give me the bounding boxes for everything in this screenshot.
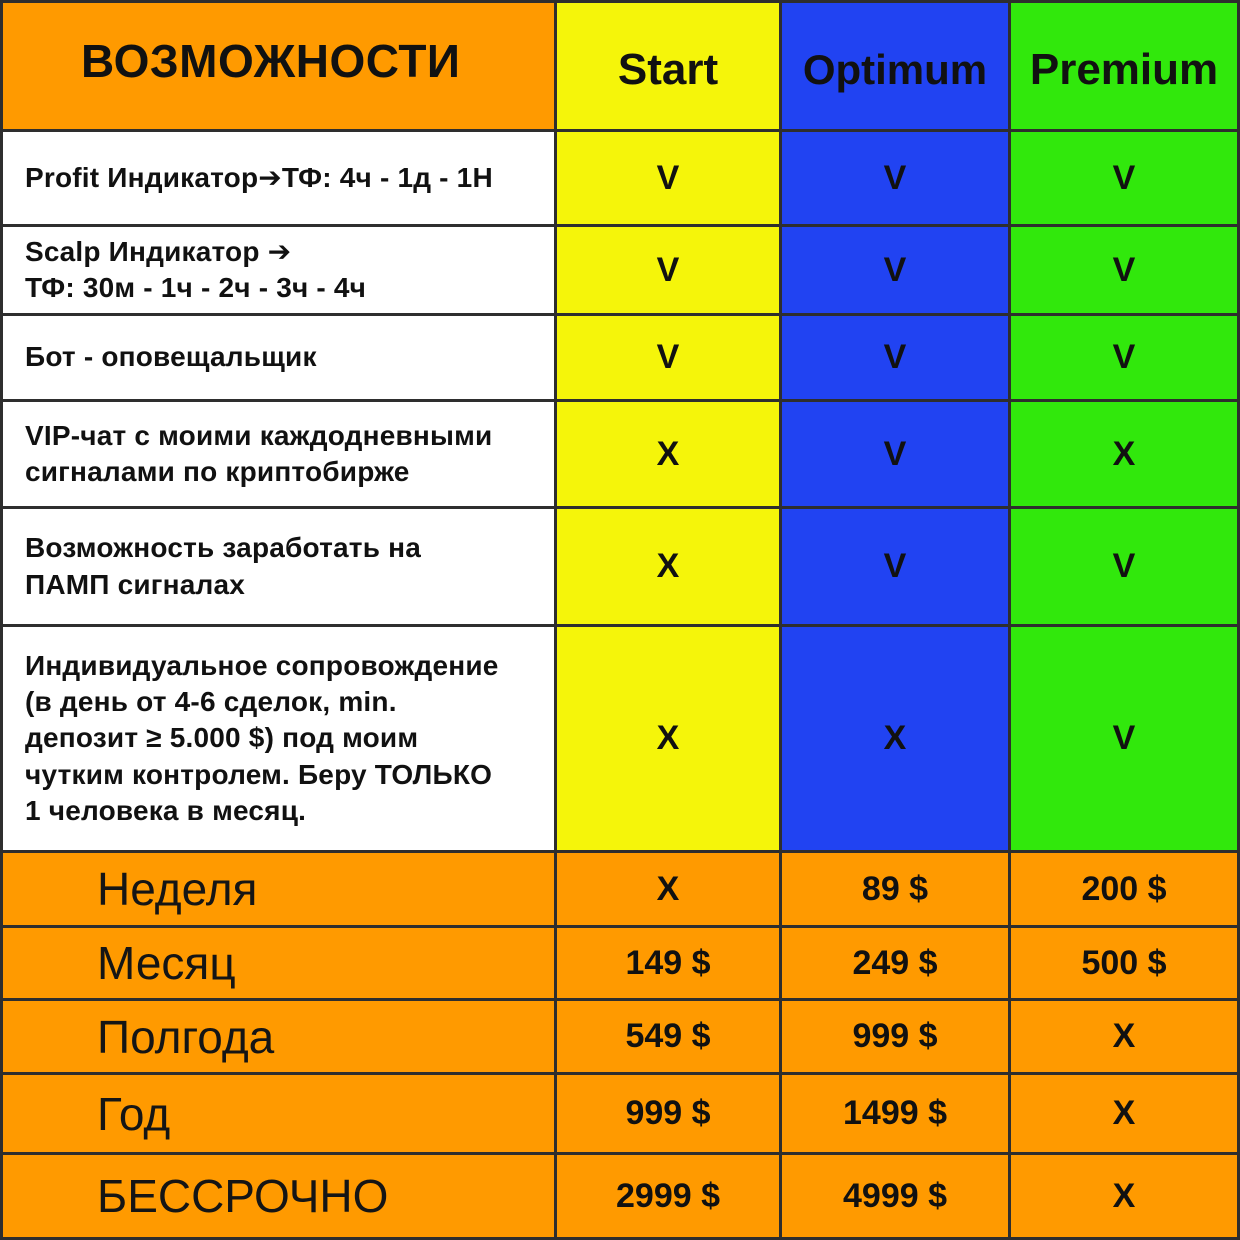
- feature-mark-premium: V: [1011, 132, 1240, 227]
- price-premium: X: [1011, 1075, 1240, 1155]
- feature-label-text: VIP-чат с моими каждодневными сигналами по криптобирже: [25, 419, 493, 487]
- price-premium: X: [1011, 1001, 1240, 1075]
- price-premium: X: [1011, 1155, 1240, 1240]
- feature-label-text: Бот - оповещальщик: [25, 341, 317, 373]
- feature-mark-premium: V: [1011, 316, 1240, 402]
- price-premium: 500 $: [1011, 928, 1240, 1001]
- price-start: 999 $: [557, 1075, 782, 1155]
- feature-label-text: Scalp Индикатор ➔ ТФ: 30м - 1ч - 2ч - 3ч - 4ч: [25, 235, 367, 303]
- feature-mark-start: X: [557, 402, 782, 509]
- feature-label-text: Индивидуальное сопровождение (в день от 4-6 сделок, min. депозит ≥ 5.000 $) под моим чутким контролем. Беру ТОЛЬКО 1 человека в месяц.: [25, 649, 499, 827]
- feature-label: [0, 227, 557, 316]
- price-optimum: 999 $: [782, 1001, 1011, 1075]
- feature-mark-premium: X: [1011, 402, 1240, 509]
- feature-label: [0, 509, 557, 627]
- feature-mark-optimum: V: [782, 402, 1011, 509]
- feature-mark-start: V: [557, 227, 782, 316]
- feature-mark-optimum: V: [782, 316, 1011, 402]
- feature-label-text: Возможность заработать на ПАМП сигналах: [25, 532, 422, 600]
- feature-label: [0, 316, 557, 402]
- period-label: БЕССРОЧНО: [0, 1155, 557, 1240]
- price-start: 149 $: [557, 928, 782, 1001]
- plan-header-premium: Premium: [1011, 0, 1240, 132]
- period-label: Полгода: [0, 1001, 557, 1075]
- period-label: Неделя: [0, 853, 557, 928]
- price-optimum: 249 $: [782, 928, 1011, 1001]
- feature-label: [0, 132, 557, 227]
- feature-label-text: Profit Индикатор➔ТФ: 4ч - 1д - 1Н: [25, 161, 493, 193]
- price-optimum: 4999 $: [782, 1155, 1011, 1240]
- feature-mark-optimum: X: [782, 627, 1011, 853]
- feature-label: [0, 402, 557, 509]
- feature-mark-start: V: [557, 316, 782, 402]
- feature-mark-start: V: [557, 132, 782, 227]
- feature-label: [0, 627, 557, 853]
- price-optimum: 89 $: [782, 853, 1011, 928]
- price-start: 2999 $: [557, 1155, 782, 1240]
- plan-header-optimum: Optimum: [782, 0, 1011, 132]
- price-optimum: 1499 $: [782, 1075, 1011, 1155]
- plan-header-start: Start: [557, 0, 782, 132]
- period-label: Месяц: [0, 928, 557, 1001]
- feature-mark-start: X: [557, 627, 782, 853]
- features-header: ВОЗМОЖНОСТИ: [0, 0, 557, 132]
- feature-mark-optimum: V: [782, 509, 1011, 627]
- price-start: 549 $: [557, 1001, 782, 1075]
- period-label: Год: [0, 1075, 557, 1155]
- feature-mark-start: X: [557, 509, 782, 627]
- feature-mark-premium: V: [1011, 627, 1240, 853]
- feature-mark-optimum: V: [782, 132, 1011, 227]
- price-premium: 200 $: [1011, 853, 1240, 928]
- price-start: X: [557, 853, 782, 928]
- feature-mark-optimum: V: [782, 227, 1011, 316]
- feature-mark-premium: V: [1011, 509, 1240, 627]
- feature-mark-premium: V: [1011, 227, 1240, 316]
